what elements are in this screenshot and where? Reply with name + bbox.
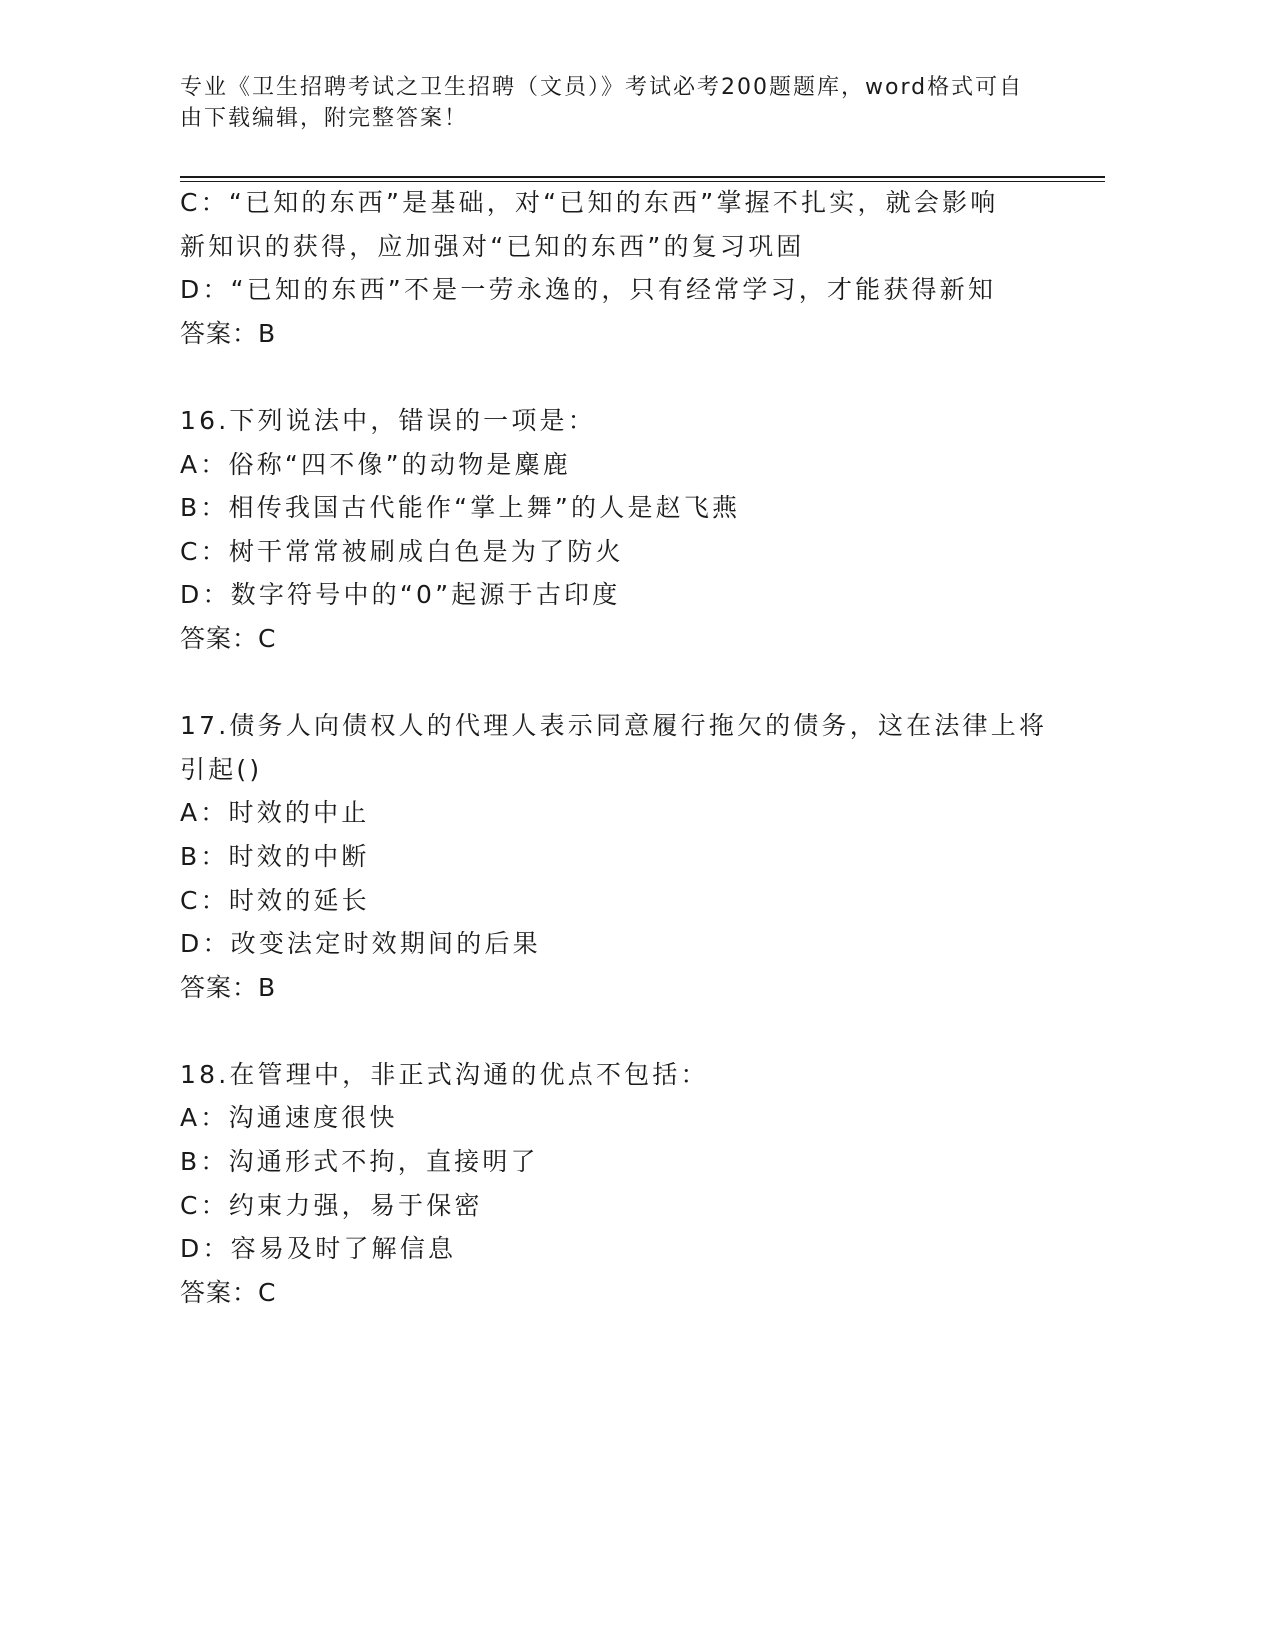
answer-16: 答案：C xyxy=(180,623,277,653)
header-divider-thick xyxy=(180,176,1105,178)
spacer xyxy=(180,661,1060,705)
option-c: C：约束力强，易于保密 xyxy=(180,1190,483,1220)
answer-15: 答案：B xyxy=(180,318,277,348)
option-a: A：沟通速度很快 xyxy=(180,1103,398,1133)
option-d: D：改变法定时效期间的后果 xyxy=(180,929,541,959)
header-title-line-1: 专业《卫生招聘考试之卫生招聘（文员）》考试必考200题题库，word格式可自 xyxy=(180,75,1024,100)
option-d: D：数字符号中的“0”起源于古印度 xyxy=(180,580,621,610)
question-stem-line-1: 17.债务人向债权人的代理人表示同意履行拖欠的债务，这在法律上将 xyxy=(180,711,1048,741)
option-d: D：容易及时了解信息 xyxy=(180,1234,457,1264)
option-c-line-1: C：“已知的东西”是基础，对“已知的东西”掌握不扎实，就会影响 xyxy=(180,188,999,217)
option-b: B：相传我国古代能作“掌上舞”的人是赵飞燕 xyxy=(180,493,741,523)
option-b: B：时效的中断 xyxy=(180,841,370,871)
option-a: A：俗称“四不像”的动物是麋鹿 xyxy=(180,449,572,479)
question-stem-line-2: 引起() xyxy=(180,754,263,784)
spacer xyxy=(180,355,1060,399)
question-stem: 16.下列说法中，错误的一项是： xyxy=(180,405,596,435)
question-18 xyxy=(180,1053,1060,1315)
question-stem: 18.在管理中，非正式沟通的优点不包括： xyxy=(180,1059,709,1089)
header-title-line-2: 由下载编辑，附完整答案！ xyxy=(180,106,469,131)
option-a: A：时效的中止 xyxy=(180,798,370,828)
question-content xyxy=(180,181,1060,1314)
answer-18: 答案：C xyxy=(180,1277,277,1307)
question-16 xyxy=(180,399,1060,661)
question-15-continuation xyxy=(180,181,1060,355)
spacer xyxy=(180,1009,1060,1053)
option-b: B：沟通形式不拘，直接明了 xyxy=(180,1147,539,1177)
document-header xyxy=(180,72,1040,134)
option-c: C：树干常常被刷成白色是为了防火 xyxy=(180,536,624,566)
option-c: C：时效的延长 xyxy=(180,885,370,915)
option-d: D：“已知的东西”不是一劳永逸的，只有经常学习，才能获得新知 xyxy=(180,275,997,305)
question-17 xyxy=(180,704,1060,1009)
option-c-line-2: 新知识的获得，应加强对“已知的东西”的复习巩固 xyxy=(180,231,805,261)
answer-17: 答案：B xyxy=(180,972,277,1002)
